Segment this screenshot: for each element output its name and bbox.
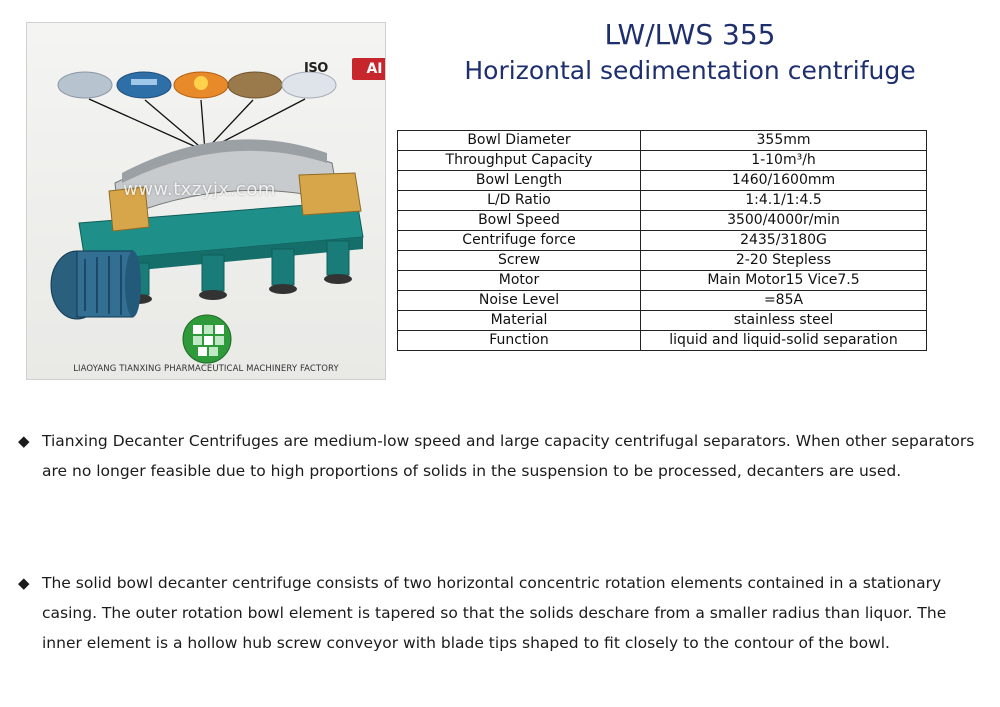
centrifuge-machine	[51, 139, 363, 319]
spec-row	[398, 131, 927, 151]
spec-label: Motor	[398, 271, 641, 291]
model-subtitle: Horizontal sedimentation centrifuge	[464, 56, 916, 85]
description-paragraph-1	[18, 426, 978, 486]
spec-value: 1460/1600mm	[641, 171, 927, 191]
spec-row	[398, 171, 927, 191]
spec-row	[398, 191, 927, 211]
spec-value: 3500/4000r/min	[641, 211, 927, 231]
watermark-url: www.txzyjx.com	[123, 179, 276, 200]
spec-value: 1-10m³/h	[641, 151, 927, 171]
spec-label: Throughput Capacity	[398, 151, 641, 171]
spec-value: 2435/3180G	[641, 231, 927, 251]
spec-row	[398, 151, 927, 171]
description-paragraph-2	[18, 568, 978, 658]
spec-value: 355mm	[641, 131, 927, 151]
application-thumbnails	[58, 72, 336, 98]
spec-label: L/D Ratio	[398, 191, 641, 211]
iso-badge: ISO	[304, 61, 328, 76]
centrifuge-illustration	[27, 23, 386, 380]
spec-value: liquid and liquid-solid separation	[641, 331, 927, 351]
description-text: The solid bowl decanter centrifuge consists of two horizontal concentric rotation elements contained in a stationary casing. The outer rotation bowl element is tapered so that the solids deschare from a smaller radius than liquor. The inner element is a hollow hub screw conveyor with blade tips shaped to fit closely to the contour of the bowl.	[42, 574, 947, 652]
factory-name: LIAOYANG TIANXING PHARMACEUTICAL MACHINERY FACTORY	[73, 364, 339, 374]
spec-value: Main Motor15 Vice7.5	[641, 271, 927, 291]
spec-row	[398, 271, 927, 291]
spec-label: Bowl Diameter	[398, 131, 641, 151]
spec-value: 2-20 Stepless	[641, 251, 927, 271]
spec-row	[398, 311, 927, 331]
spec-row	[398, 251, 927, 271]
product-image	[26, 22, 386, 380]
diamond-bullet-icon: ◆	[18, 432, 30, 450]
brand-badge: AI	[352, 58, 386, 80]
spec-value: stainless steel	[641, 311, 927, 331]
spec-label: Function	[398, 331, 641, 351]
tianxing-logo	[183, 315, 231, 363]
spec-row	[398, 211, 927, 231]
spec-row	[398, 231, 927, 251]
spec-value: 1:4.1/1:4.5	[641, 191, 927, 211]
model-title: LW/LWS 355	[604, 18, 776, 51]
spec-label: Bowl Length	[398, 171, 641, 191]
spec-row	[398, 331, 927, 351]
spec-label: Material	[398, 311, 641, 331]
spec-label: Noise Level	[398, 291, 641, 311]
spec-value: =85A	[641, 291, 927, 311]
diamond-bullet-icon: ◆	[18, 574, 30, 592]
spec-label: Centrifuge force	[398, 231, 641, 251]
spec-label: Bowl Speed	[398, 211, 641, 231]
spec-label: Screw	[398, 251, 641, 271]
description-text: Tianxing Decanter Centrifuges are medium-low speed and large capacity centrifugal separators. When other separators are no longer feasible due to high proportions of solids in the suspension to be processed, decanters are used.	[42, 432, 975, 480]
spec-table	[397, 130, 927, 351]
spec-row	[398, 291, 927, 311]
